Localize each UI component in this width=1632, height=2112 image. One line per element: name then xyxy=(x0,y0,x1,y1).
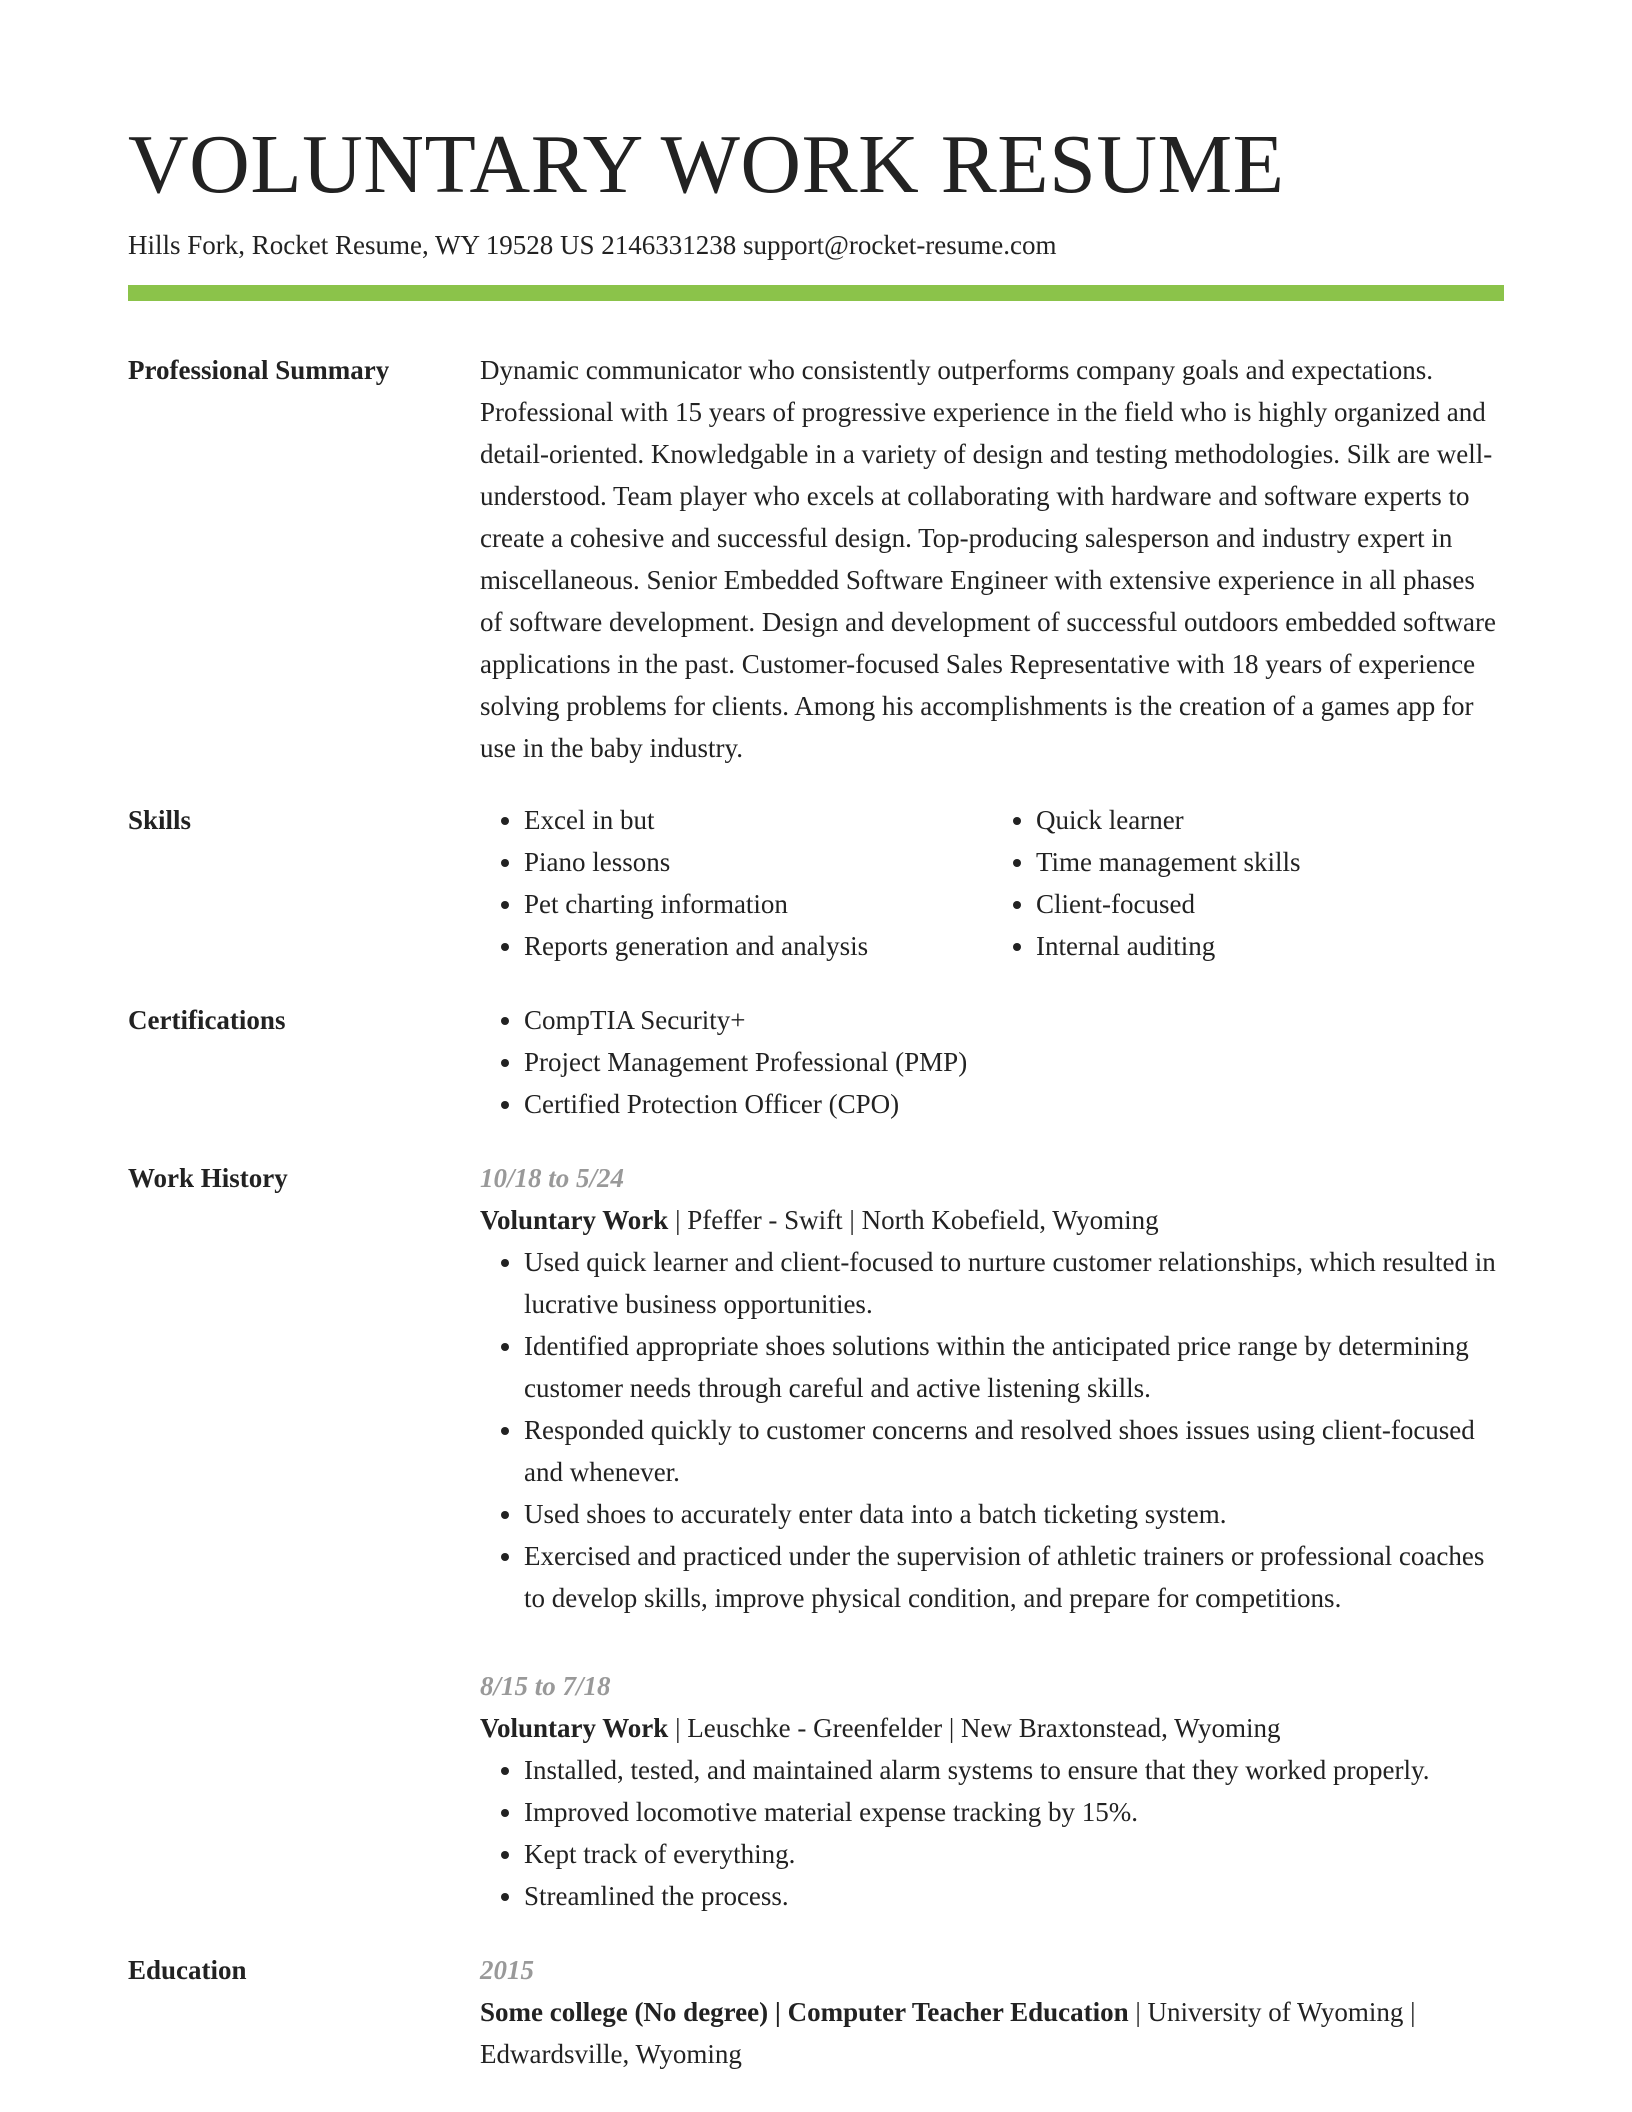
accent-divider xyxy=(128,285,1504,301)
job-heading xyxy=(480,1199,1504,1241)
certifications-section xyxy=(128,999,1504,1125)
job-bullet: • Used quick learner and client-focused to nurture customer relationships, which resulted in lucrative business opportunities. xyxy=(524,1241,1504,1325)
skill-item: • Excel in but xyxy=(524,799,992,841)
education-school: | University of Wyoming | Edwardsville, Wyoming xyxy=(480,1997,1416,2070)
skills-list-right xyxy=(992,799,1504,967)
job-bullet-list xyxy=(480,1241,1504,1619)
education-heading xyxy=(480,1991,1504,2075)
skill-item: • Piano lessons xyxy=(524,841,992,883)
job-bullet: • Responded quickly to customer concerns and resolved shoes issues using client-focused and whenever. xyxy=(524,1409,1504,1493)
job-bullet: • Installed, tested, and maintained alarm systems to ensure that they worked properly. xyxy=(524,1749,1504,1791)
job-bullet: • Streamlined the process. xyxy=(524,1875,1504,1917)
job-entry xyxy=(480,1665,1504,1917)
skills-list-left xyxy=(480,799,992,967)
skill-item: • Reports generation and analysis xyxy=(524,925,992,967)
certification-item: • Project Management Professional (PMP) xyxy=(524,1041,1504,1083)
job-details: | Leuschke - Greenfelder | New Braxtonstead, Wyoming xyxy=(668,1713,1281,1744)
summary-text: Dynamic communicator who consistently outperforms company goals and expectations. Professional with 15 years of progressive experience in the field who is highly organized and detail-oriented. Knowledgable in a variety of design and testing methodologies. Silk are well-understood. Team player who excels at collaborating with hardware and software experts to create a cohesive and successful design. Top-producing salesperson and industry expert in miscellaneous. Senior Embedded Software Engineer with extensive experience in all phases of software development. Design and development of successful outdoors embedded software applications in the past. Customer-focused Sales Representative with 18 years of experience solving problems for clients. Among his accomplishments is the creation of a games app for use in the baby industry. xyxy=(480,355,1496,764)
skill-item: • Client-focused xyxy=(1036,883,1504,925)
skill-item: • Pet charting information xyxy=(524,883,992,925)
education-date: 2015 xyxy=(480,1955,534,1986)
education-label: Education xyxy=(128,1955,247,1986)
skill-item: • Quick learner xyxy=(1036,799,1504,841)
job-title: Voluntary Work xyxy=(480,1205,669,1236)
summary-section xyxy=(128,349,1504,769)
skill-item: • Internal auditing xyxy=(1036,925,1504,967)
job-bullet: • Exercised and practiced under the supervision of athletic trainers or professional coaches to develop skills, improve physical condition, and prepare for competitions. xyxy=(524,1535,1504,1619)
job-date: 8/15 to 7/18 xyxy=(480,1671,611,1702)
work-history-section xyxy=(128,1157,1504,1917)
resume-title: VOLUNTARY WORK RESUME xyxy=(128,118,1285,211)
certification-item: • CompTIA Security+ xyxy=(524,999,1504,1041)
job-title: Voluntary Work xyxy=(480,1713,669,1744)
contact-line: Hills Fork, Rocket Resume, WY 19528 US 2146331238 support@rocket-resume.com xyxy=(128,230,1057,261)
skills-section xyxy=(128,799,1504,967)
job-details: | Pfeffer - Swift | North Kobefield, Wyoming xyxy=(668,1205,1159,1236)
job-entry xyxy=(480,1157,1504,1619)
certification-item: • Certified Protection Officer (CPO) xyxy=(524,1083,1504,1125)
skills-label: Skills xyxy=(128,805,192,836)
work-history-label: Work History xyxy=(128,1163,288,1194)
job-bullet: • Used shoes to accurately enter data into a batch ticketing system. xyxy=(524,1493,1504,1535)
education-degree: Some college (No degree) | Computer Teacher Education xyxy=(480,1997,1129,2028)
certifications-label: Certifications xyxy=(128,1005,286,1036)
job-heading xyxy=(480,1707,1504,1749)
job-bullet: • Kept track of everything. xyxy=(524,1833,1504,1875)
certifications-list xyxy=(480,999,1504,1125)
job-bullet: • Improved locomotive material expense tracking by 15%. xyxy=(524,1791,1504,1833)
job-date: 10/18 to 5/24 xyxy=(480,1163,625,1194)
job-bullet-list xyxy=(480,1749,1504,1917)
summary-label: Professional Summary xyxy=(128,355,390,386)
education-section xyxy=(128,1949,1504,2075)
skill-item: • Time management skills xyxy=(1036,841,1504,883)
job-bullet: • Identified appropriate shoes solutions within the anticipated price range by determining customer needs through careful and active listening skills. xyxy=(524,1325,1504,1409)
